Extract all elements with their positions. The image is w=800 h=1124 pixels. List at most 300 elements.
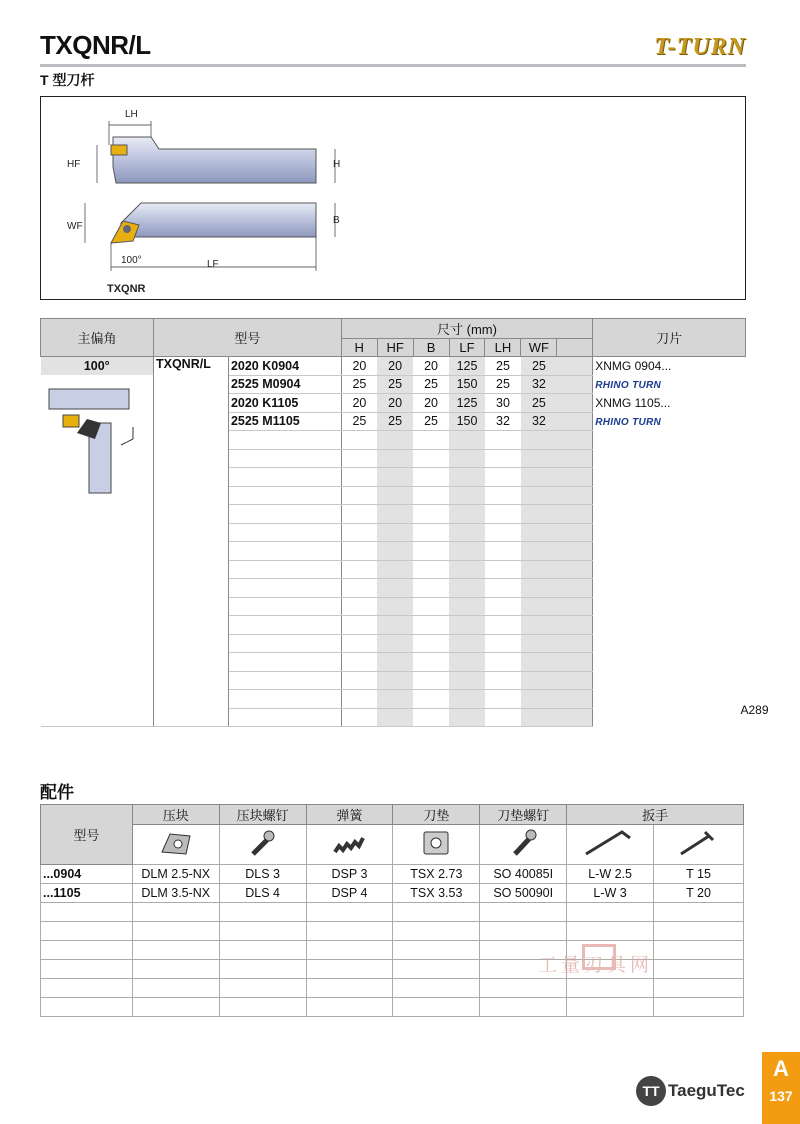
dim-b <box>413 634 449 653</box>
dim-lf <box>449 634 485 653</box>
dim-b <box>413 449 449 468</box>
acc-row <box>41 884 744 903</box>
acc-model <box>41 922 133 941</box>
dim-blank <box>557 708 593 727</box>
acc-part: DLM 3.5-NX <box>132 884 219 903</box>
model-code <box>228 616 341 635</box>
dim-lf <box>449 690 485 709</box>
acc-row <box>41 922 744 941</box>
insert-cell <box>593 708 746 727</box>
dim-lf <box>449 468 485 487</box>
dim-lh <box>485 690 521 709</box>
diagram-model-label: TXQNR <box>107 283 146 295</box>
dim-hf <box>377 486 413 505</box>
acc-clamp-screw-header: 压块螺钉 <box>219 805 306 825</box>
dim-hf <box>377 560 413 579</box>
dim-wf: 32 <box>521 412 557 431</box>
dim-hf <box>377 542 413 561</box>
dim-blank <box>557 653 593 672</box>
insert-code: XNMG 1105... <box>595 395 671 410</box>
acc-model-header: 型号 <box>41 805 133 865</box>
dim-blank <box>557 357 593 376</box>
dim-lf <box>449 523 485 542</box>
acc-part <box>132 960 219 979</box>
insert-code: XNMG 0904... <box>595 359 672 373</box>
dim-hf: 20 <box>377 394 413 413</box>
acc-part <box>654 979 744 998</box>
acc-spring-header: 弹簧 <box>306 805 393 825</box>
shim-icon <box>393 825 480 865</box>
acc-part <box>393 903 480 922</box>
acc-part <box>132 903 219 922</box>
page-title: TXQNR/L <box>40 30 151 60</box>
dim-b <box>413 468 449 487</box>
dim-h <box>341 671 377 690</box>
watermark <box>538 950 653 977</box>
insert-cell <box>593 690 746 709</box>
acc-part <box>306 941 393 960</box>
col-b: B <box>413 339 449 357</box>
b-label: B <box>333 215 340 226</box>
acc-part <box>132 941 219 960</box>
acc-row <box>41 998 744 1017</box>
insert-cell <box>593 468 746 487</box>
accessories-table <box>40 804 744 1017</box>
hf-label: HF <box>67 159 81 170</box>
insert-cell <box>593 523 746 542</box>
acc-clamp-header: 压块 <box>132 805 219 825</box>
angle-label: 100° <box>121 255 142 266</box>
acc-model <box>41 903 133 922</box>
dim-h <box>341 616 377 635</box>
dim-lh <box>485 560 521 579</box>
dim-h <box>341 505 377 524</box>
dim-lf: 150 <box>449 375 485 394</box>
model-code <box>228 653 341 672</box>
acc-part <box>132 979 219 998</box>
dim-wf <box>521 616 557 635</box>
dim-blank <box>557 690 593 709</box>
dim-hf <box>377 523 413 542</box>
acc-part: TSX 2.73 <box>393 865 480 884</box>
acc-part <box>480 922 567 941</box>
acc-part <box>132 998 219 1017</box>
acc-part <box>219 998 306 1017</box>
col-hf: HF <box>377 339 413 357</box>
dim-blank <box>557 560 593 579</box>
acc-part <box>654 998 744 1017</box>
dim-lh <box>485 486 521 505</box>
acc-shim-screw-header: 刀垫螺钉 <box>480 805 567 825</box>
dim-h <box>341 690 377 709</box>
acc-part <box>219 979 306 998</box>
acc-part <box>567 979 654 998</box>
dim-hf <box>377 579 413 598</box>
acc-part <box>567 922 654 941</box>
acc-part <box>480 998 567 1017</box>
dim-lh <box>485 634 521 653</box>
dim-wf <box>521 523 557 542</box>
dim-b <box>413 579 449 598</box>
insert-cell <box>593 505 746 524</box>
dim-wf <box>521 468 557 487</box>
insert-cell <box>593 579 746 598</box>
dim-hf <box>377 653 413 672</box>
dim-hf <box>377 616 413 635</box>
dim-hf <box>377 597 413 616</box>
acc-part <box>654 960 744 979</box>
model-code <box>228 708 341 727</box>
model-code <box>228 542 341 561</box>
title-rule <box>40 64 746 67</box>
dim-wf <box>521 579 557 598</box>
model-code: 2525 M0904 <box>228 375 341 394</box>
col-h: H <box>341 339 377 357</box>
wf-label: WF <box>67 221 83 232</box>
dim-h <box>341 542 377 561</box>
acc-part <box>393 922 480 941</box>
insert-cell <box>593 394 746 413</box>
dim-b <box>413 523 449 542</box>
model-code: 2525 M1105 <box>228 412 341 431</box>
dim-wf <box>521 560 557 579</box>
dim-lf <box>449 542 485 561</box>
acc-part <box>567 998 654 1017</box>
dim-wf <box>521 597 557 616</box>
insert-cell <box>593 634 746 653</box>
acc-part <box>654 941 744 960</box>
dim-h <box>341 431 377 450</box>
dim-hf <box>377 708 413 727</box>
page-subtitle: T 型刀杆 <box>40 72 95 88</box>
dim-lh <box>485 505 521 524</box>
tool-orientation-icon <box>41 375 153 495</box>
dim-lf <box>449 616 485 635</box>
dim-wf <box>521 634 557 653</box>
acc-part: DLS 4 <box>219 884 306 903</box>
insert-cell <box>593 431 746 450</box>
insert-header: 刀片 <box>593 319 746 357</box>
dim-lh <box>485 616 521 635</box>
dim-lf <box>449 597 485 616</box>
page-tab <box>762 1052 800 1124</box>
dim-wf <box>521 653 557 672</box>
dims-header: 尺寸 (mm) <box>341 319 593 339</box>
dim-blank <box>557 505 593 524</box>
dim-lh: 25 <box>485 357 521 376</box>
acc-part <box>306 903 393 922</box>
dim-blank <box>557 431 593 450</box>
insert-cell <box>593 449 746 468</box>
acc-part <box>393 998 480 1017</box>
dim-hf <box>377 468 413 487</box>
dim-b <box>413 431 449 450</box>
insert-cell <box>593 486 746 505</box>
model-code <box>228 597 341 616</box>
acc-part <box>393 960 480 979</box>
angle-value: 100° <box>41 357 153 375</box>
dim-h <box>341 653 377 672</box>
acc-part <box>306 979 393 998</box>
model-code <box>228 523 341 542</box>
rhino-turn-logo: RHINO TURN <box>595 417 662 429</box>
insert-cell <box>593 357 746 376</box>
taegutec-logo <box>636 1076 745 1106</box>
acc-model <box>41 960 133 979</box>
dim-b <box>413 597 449 616</box>
acc-part <box>306 922 393 941</box>
dim-lh <box>485 523 521 542</box>
dim-h <box>341 579 377 598</box>
accessories-title: 配件 <box>40 783 74 802</box>
dim-h <box>341 634 377 653</box>
dim-h: 25 <box>341 375 377 394</box>
col-blank <box>557 339 593 357</box>
lh-label: LH <box>125 109 138 120</box>
dim-hf <box>377 431 413 450</box>
dim-lh <box>485 653 521 672</box>
acc-part <box>480 979 567 998</box>
acc-part: SO 40085I <box>480 865 567 884</box>
acc-part <box>219 903 306 922</box>
acc-model: ...0904 <box>41 865 133 884</box>
dim-lf <box>449 708 485 727</box>
dim-lf <box>449 449 485 468</box>
col-lf: LF <box>449 339 485 357</box>
model-code <box>228 560 341 579</box>
logo-mark-icon: TT <box>636 1076 666 1106</box>
dim-blank <box>557 634 593 653</box>
dim-hf <box>377 634 413 653</box>
dim-hf <box>377 671 413 690</box>
dim-hf <box>377 505 413 524</box>
dim-hf <box>377 449 413 468</box>
dim-h: 20 <box>341 394 377 413</box>
model-code: 2020 K0904 <box>228 357 341 376</box>
acc-part <box>654 922 744 941</box>
dim-b <box>413 671 449 690</box>
dim-blank <box>557 449 593 468</box>
acc-part <box>393 979 480 998</box>
acc-row <box>41 865 744 884</box>
dim-blank <box>557 375 593 394</box>
dim-b <box>413 486 449 505</box>
dim-b <box>413 690 449 709</box>
model-code <box>228 690 341 709</box>
dim-b: 20 <box>413 357 449 376</box>
acc-part <box>306 998 393 1017</box>
acc-part: DLS 3 <box>219 865 306 884</box>
model-code <box>228 449 341 468</box>
dim-h <box>341 486 377 505</box>
model-code <box>228 671 341 690</box>
dim-lh <box>485 671 521 690</box>
dim-b: 25 <box>413 375 449 394</box>
acc-part: DSP 3 <box>306 865 393 884</box>
dim-lh: 30 <box>485 394 521 413</box>
dim-lh <box>485 542 521 561</box>
page-ref[interactable]: A289 <box>740 702 769 717</box>
col-lh: LH <box>485 339 521 357</box>
insert-cell <box>593 671 746 690</box>
dim-blank <box>557 468 593 487</box>
acc-part: L-W 3 <box>567 884 654 903</box>
dim-b: 20 <box>413 394 449 413</box>
dim-blank <box>557 394 593 413</box>
dim-lf <box>449 486 485 505</box>
dim-blank <box>557 523 593 542</box>
acc-part: DLM 2.5-NX <box>132 865 219 884</box>
acc-model <box>41 979 133 998</box>
dim-lh: 25 <box>485 375 521 394</box>
tool-drawing <box>41 97 747 301</box>
dim-lf <box>449 560 485 579</box>
clamp-screw-icon <box>219 825 306 865</box>
dim-b <box>413 560 449 579</box>
dim-wf: 25 <box>521 394 557 413</box>
dim-lf <box>449 505 485 524</box>
dim-blank <box>557 616 593 635</box>
h-label: H <box>333 159 341 170</box>
acc-part: SO 50090I <box>480 884 567 903</box>
acc-part <box>219 922 306 941</box>
dim-hf <box>377 690 413 709</box>
acc-row <box>41 979 744 998</box>
acc-part <box>654 903 744 922</box>
model-code <box>228 431 341 450</box>
dim-hf: 20 <box>377 357 413 376</box>
acc-part: T 15 <box>654 865 744 884</box>
dim-wf <box>521 542 557 561</box>
acc-part: T 20 <box>654 884 744 903</box>
tool-diagram <box>40 96 746 300</box>
dim-h <box>341 449 377 468</box>
table-row <box>41 357 746 376</box>
insert-cell <box>593 653 746 672</box>
model-header: 型号 <box>153 319 341 357</box>
holder-table <box>40 318 769 727</box>
model-code <box>228 634 341 653</box>
dim-wf <box>521 690 557 709</box>
page-number: 137 <box>769 1088 793 1104</box>
acc-part: DSP 4 <box>306 884 393 903</box>
dim-wf <box>521 708 557 727</box>
dim-lf: 125 <box>449 394 485 413</box>
insert-cell <box>593 597 746 616</box>
torx-key-icon <box>654 825 744 865</box>
angle-cell <box>41 357 154 727</box>
logo-text: TaeguTec <box>668 1081 745 1100</box>
acc-model: ...1105 <box>41 884 133 903</box>
dim-lh <box>485 597 521 616</box>
dim-b: 25 <box>413 412 449 431</box>
clamp-icon <box>132 825 219 865</box>
dim-wf <box>521 505 557 524</box>
hex-key-icon <box>567 825 654 865</box>
dim-h: 25 <box>341 412 377 431</box>
spring-icon <box>306 825 393 865</box>
acc-model <box>41 941 133 960</box>
dim-lh <box>485 449 521 468</box>
acc-part <box>219 941 306 960</box>
dim-wf: 32 <box>521 375 557 394</box>
dim-b <box>413 653 449 672</box>
dim-lh <box>485 708 521 727</box>
brand-logo: T-TURN <box>654 34 746 60</box>
acc-part: L-W 2.5 <box>567 865 654 884</box>
insert-cell <box>593 412 746 431</box>
insert-cell <box>593 560 746 579</box>
acc-shim-header: 刀垫 <box>393 805 480 825</box>
dim-h: 20 <box>341 357 377 376</box>
col-wf: WF <box>521 339 557 357</box>
dim-wf <box>521 449 557 468</box>
dim-wf: 25 <box>521 357 557 376</box>
dim-wf <box>521 671 557 690</box>
dim-blank <box>557 542 593 561</box>
rhino-turn-logo: RHINO TURN <box>595 380 662 392</box>
acc-part <box>480 903 567 922</box>
dim-h <box>341 597 377 616</box>
dim-lh <box>485 431 521 450</box>
section-letter: A <box>773 1056 789 1081</box>
dim-lh: 32 <box>485 412 521 431</box>
model-code <box>228 468 341 487</box>
lf-label: LF <box>207 259 219 270</box>
dim-b <box>413 542 449 561</box>
dim-lh <box>485 579 521 598</box>
model-code <box>228 579 341 598</box>
model-code <box>228 486 341 505</box>
dim-wf <box>521 431 557 450</box>
dim-h <box>341 523 377 542</box>
acc-part: TSX 3.53 <box>393 884 480 903</box>
dim-blank <box>557 486 593 505</box>
dim-wf <box>521 486 557 505</box>
acc-part <box>306 960 393 979</box>
acc-model <box>41 998 133 1017</box>
dim-lf <box>449 579 485 598</box>
shim-screw-icon <box>480 825 567 865</box>
acc-part <box>567 903 654 922</box>
model-code <box>228 505 341 524</box>
dim-b <box>413 708 449 727</box>
insert-cell <box>593 616 746 635</box>
model-code: 2020 K1105 <box>228 394 341 413</box>
dim-blank <box>557 579 593 598</box>
dim-b <box>413 616 449 635</box>
model-prefix: TXQNR/L <box>153 357 228 727</box>
acc-row <box>41 903 744 922</box>
dim-blank <box>557 597 593 616</box>
watermark-text: 工量刃具网 <box>538 955 654 976</box>
dim-lf <box>449 431 485 450</box>
angle-header: 主偏角 <box>41 319 154 357</box>
dim-lf: 150 <box>449 412 485 431</box>
dim-blank <box>557 671 593 690</box>
dim-b <box>413 505 449 524</box>
insert-cell <box>593 542 746 561</box>
dim-hf: 25 <box>377 412 413 431</box>
acc-part <box>219 960 306 979</box>
dim-lh <box>485 468 521 487</box>
acc-part <box>132 922 219 941</box>
acc-wrench-header: 扳手 <box>567 805 744 825</box>
dim-lf <box>449 671 485 690</box>
dim-hf: 25 <box>377 375 413 394</box>
dim-h <box>341 560 377 579</box>
dim-h <box>341 708 377 727</box>
